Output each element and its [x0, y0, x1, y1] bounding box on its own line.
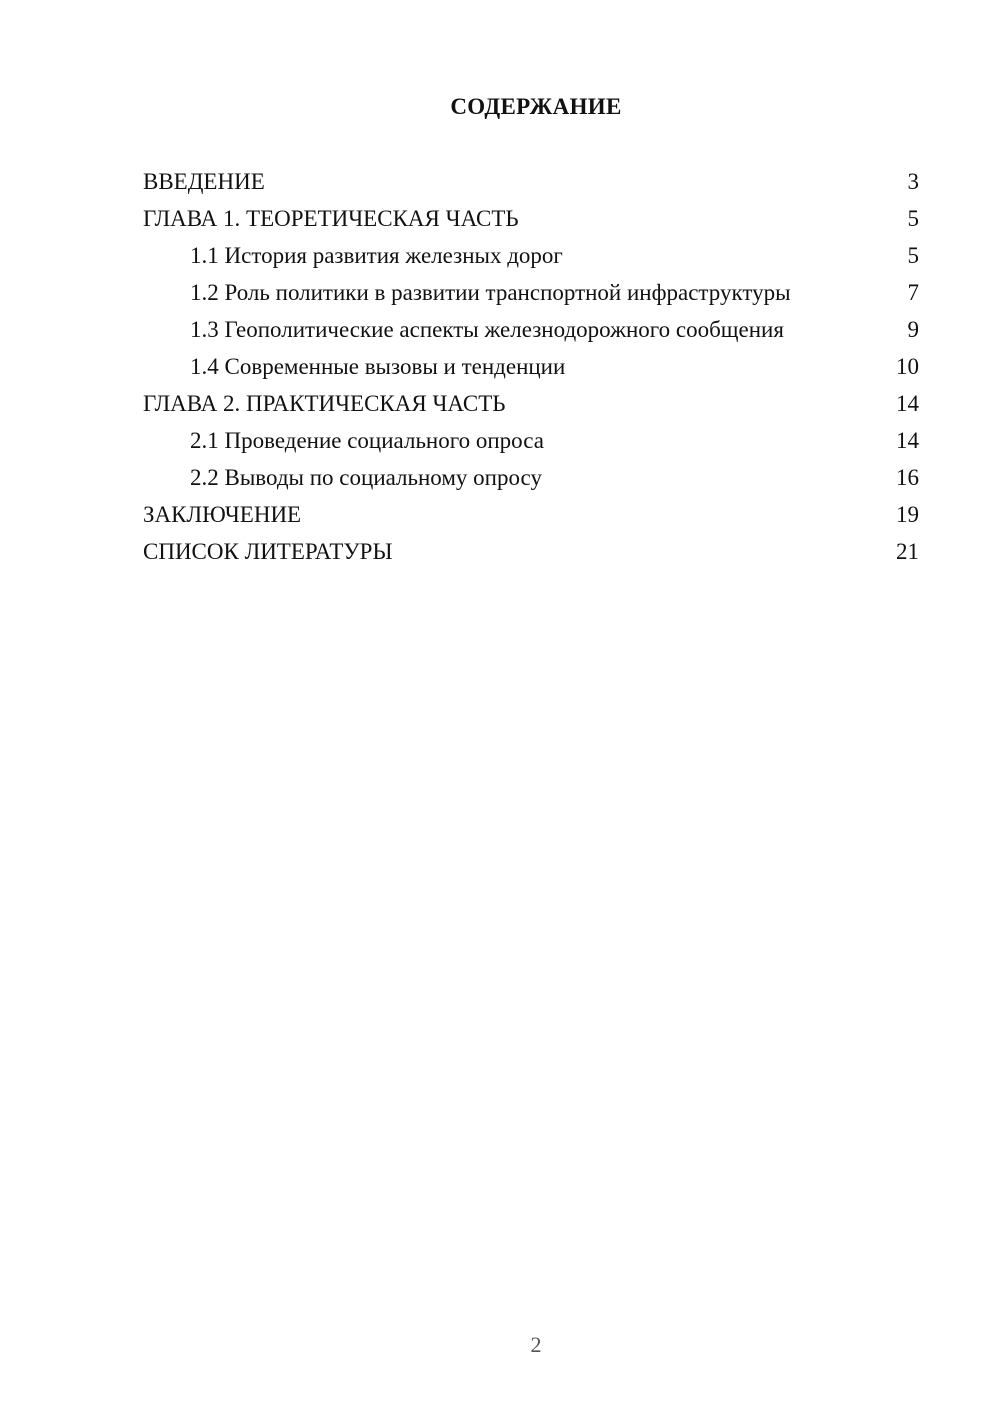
toc-entry-page: 16: [896, 465, 919, 490]
toc-entry-label: 2.1 Проведение социального опроса: [190, 428, 544, 453]
toc-entry-page: 9: [907, 317, 919, 342]
toc-entry-conclusion[interactable]: [143, 501, 919, 528]
toc-entry-page: 5: [907, 206, 919, 231]
toc-entry-label: 1.4 Современные вызовы и тенденции: [190, 354, 566, 379]
toc-entry-label: ГЛАВА 2. ПРАКТИЧЕСКАЯ ЧАСТЬ: [143, 391, 506, 416]
toc-entry-page: 5: [907, 243, 919, 268]
toc-entry-page: 19: [896, 502, 919, 527]
toc-entry-section-2-2[interactable]: [143, 464, 919, 491]
toc-entry-section-1-3[interactable]: [143, 316, 919, 343]
page-title: СОДЕРЖАНИЕ: [450, 94, 622, 119]
toc-entry-section-1-1[interactable]: [143, 242, 919, 269]
toc-entry-references[interactable]: [143, 538, 919, 565]
page-number: 2: [530, 1332, 542, 1357]
toc-entry-label: ВВЕДЕНИЕ: [143, 169, 265, 194]
toc-entry-page: 14: [896, 428, 919, 453]
toc-entry-label: ЗАКЛЮЧЕНИЕ: [143, 502, 302, 527]
toc-entry-chapter-2[interactable]: [143, 390, 919, 417]
toc-entry-label: 2.2 Выводы по социальному опросу: [190, 465, 542, 490]
toc-entry-label: ГЛАВА 1. ТЕОРЕТИЧЕСКАЯ ЧАСТЬ: [143, 206, 519, 231]
toc-entry-label: СПИСОК ЛИТЕРАТУРЫ: [143, 539, 393, 564]
toc-entry-chapter-1[interactable]: [143, 205, 919, 232]
toc-entry-label: 1.3 Геополитические аспекты железнодорожного сообщения: [190, 317, 784, 342]
toc-entry-page: 7: [907, 280, 919, 305]
toc-entry-page: 3: [907, 169, 919, 194]
toc-entry-label: 1.2 Роль политики в развитии транспортной инфраструктуры: [190, 280, 791, 305]
toc-entry-section-1-2[interactable]: [143, 279, 919, 306]
toc-entry-section-2-1[interactable]: [143, 427, 919, 454]
toc-entry-label: 1.1 История развития железных дорог: [190, 243, 563, 268]
toc-entry-page: 14: [896, 391, 919, 416]
table-of-contents: [143, 168, 919, 575]
toc-entry-section-1-4[interactable]: [143, 353, 919, 380]
toc-entry-page: 21: [896, 539, 919, 564]
toc-entry-introduction[interactable]: [143, 168, 919, 195]
toc-entry-page: 10: [896, 354, 919, 379]
